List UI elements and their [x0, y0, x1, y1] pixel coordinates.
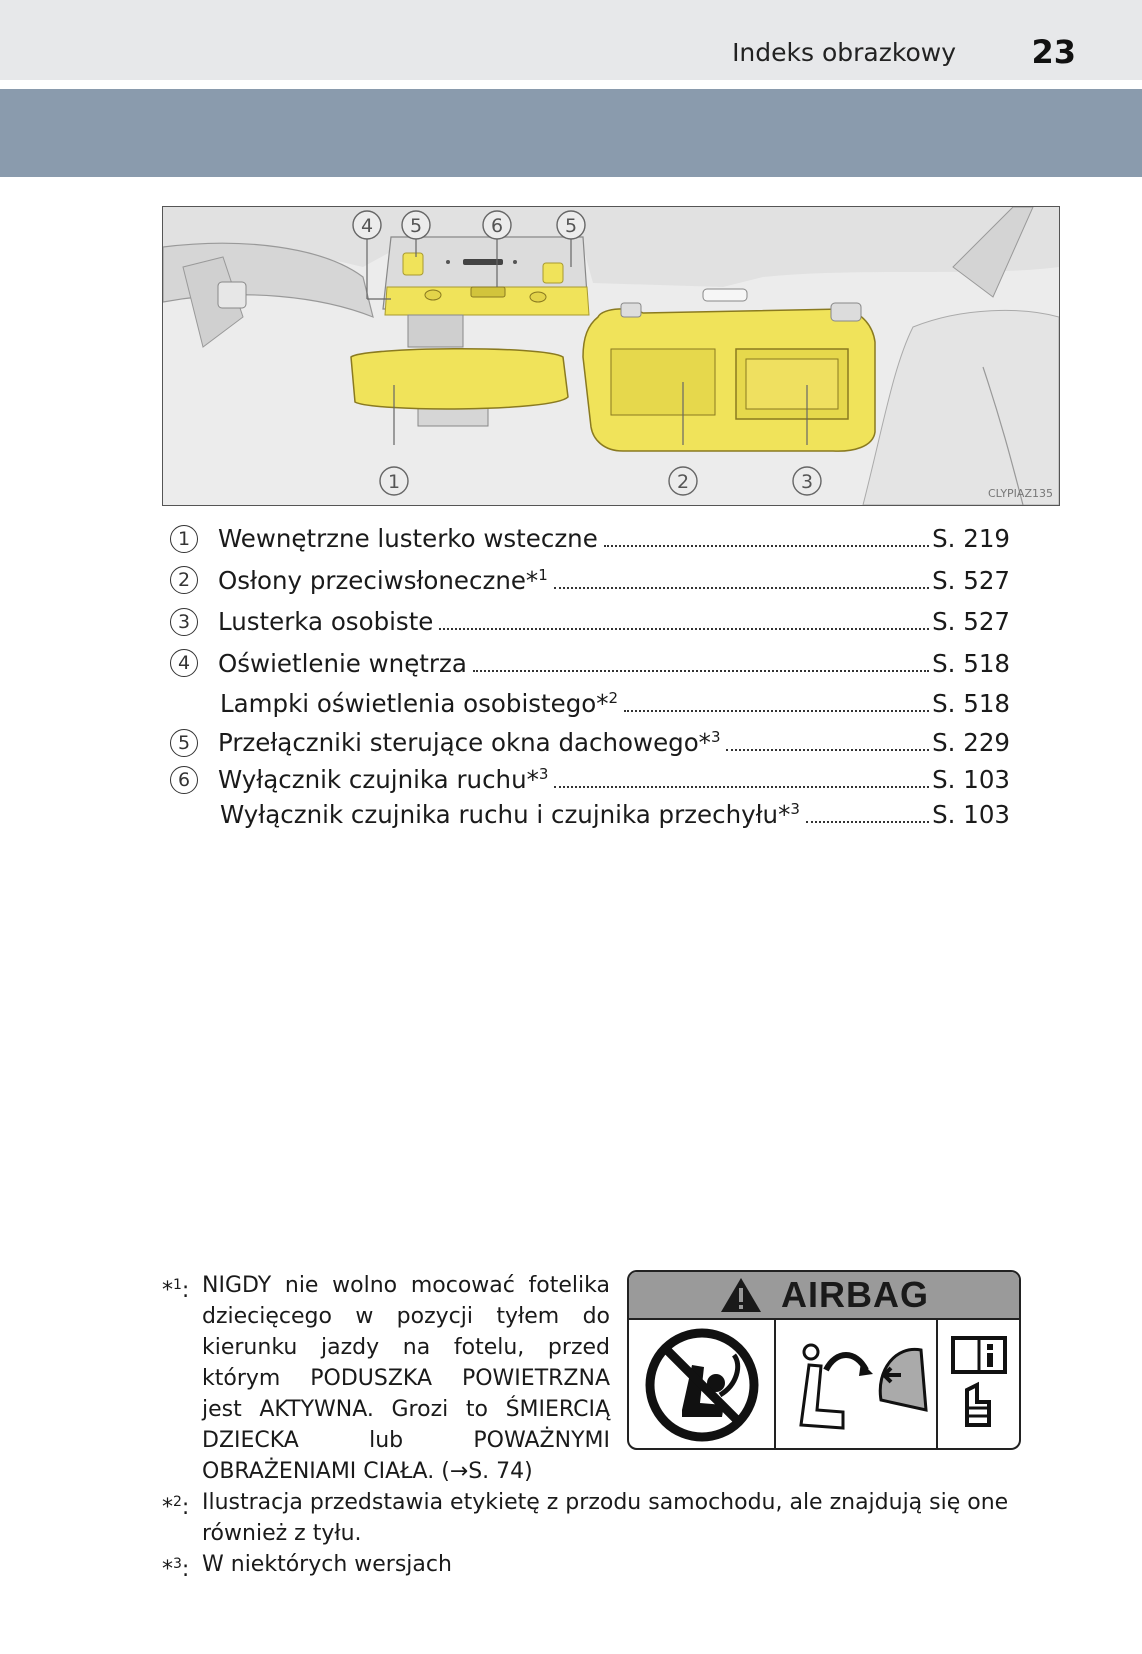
page-number: 23	[1031, 33, 1076, 71]
no-rear-facing-child-seat-icon	[642, 1325, 762, 1445]
read-manual-icon	[949, 1330, 1009, 1440]
entry-label: Wyłącznik czujnika ruchu*$^3$	[218, 765, 549, 794]
index-entry	[170, 601, 1010, 643]
leader-dots	[554, 587, 929, 589]
page-ref[interactable]: S. 103	[932, 765, 1010, 794]
interior-illustration	[162, 206, 1060, 506]
callout-label: 2	[676, 471, 690, 493]
page-ref[interactable]: S. 103	[932, 800, 1010, 829]
callout-label: 4	[360, 215, 374, 237]
page-ref[interactable]: S. 229	[932, 728, 1010, 758]
airbag-deploy-icon	[781, 1330, 931, 1440]
index-list	[170, 518, 1010, 834]
callout-label: 5	[564, 215, 578, 237]
leader-dots	[473, 670, 929, 672]
callout-label: 6	[490, 215, 504, 237]
footnote-text: NIGDY nie wolno mocować fotelika dziecięcego w pozycji tyłem do kierunku jazdy na fotelu, przed którym PODUSZKA POWIETRZNA jest AKTYWNA. Grozi to ŚMIERCIĄ DZIECKA lub POWAŻNYMI OBRAŻENIAMI CIAŁA. (→S. 74)	[202, 1273, 610, 1484]
index-entry	[170, 722, 1010, 764]
entry-label: Lampki oświetlenia osobistego*$^2$	[220, 688, 619, 718]
section-title: Indeks obrazkowy	[732, 38, 956, 67]
page-ref[interactable]: S. 518	[932, 648, 1010, 678]
entry-label: Oświetlenie wnętrza	[218, 648, 467, 678]
page-ref[interactable]: S. 518	[932, 688, 1010, 718]
index-entry	[170, 518, 1010, 560]
leader-dots	[624, 710, 929, 712]
leader-dots	[439, 628, 929, 630]
footnote-text: W niektórych wersjach	[202, 1552, 452, 1577]
entry-label: Wewnętrzne lusterko wsteczne	[218, 524, 598, 554]
item-number: 3	[170, 608, 198, 636]
leader-dots	[554, 786, 929, 788]
leader-dots	[604, 545, 929, 547]
item-number: 1	[170, 525, 198, 553]
airbag-title: AIRBAG	[781, 1274, 929, 1315]
airbag-warning-label	[627, 1270, 1021, 1450]
page-ref[interactable]: S. 219	[932, 524, 1010, 554]
page-ref[interactable]: S. 527	[932, 565, 1010, 595]
callout-label: 3	[800, 471, 814, 493]
item-number: 5	[170, 729, 198, 757]
item-number: 6	[170, 766, 198, 794]
callout-label: 5	[409, 215, 423, 237]
leader-dots	[806, 821, 929, 823]
header-band	[0, 89, 1142, 177]
page-ref[interactable]: S. 527	[932, 607, 1010, 637]
index-subentry	[170, 796, 1010, 834]
index-entry	[170, 764, 1010, 796]
warning-triangle-icon	[719, 1276, 763, 1314]
index-subentry	[170, 684, 1010, 722]
entry-label: Wyłącznik czujnika ruchu i czujnika przechyłu*$^3$	[220, 800, 800, 829]
footnote-text: Ilustracja przedstawia etykietę z przodu samochodu, ale znajdują się one również z tyłu.	[202, 1490, 1009, 1546]
entry-label: Przełączniki sterujące okna dachowego*$^3$	[218, 728, 721, 758]
item-number: 2	[170, 566, 198, 594]
footnote-1: *$^1$: NIGDY nie wolno mocować fotelika dziecięcego w pozycji tyłem do kierunku jazdy na fotelu, przed którym PODUSZKA POWIETRZNA jest AKTYWNA. Grozi to ŚMIERCIĄ DZIECKA lub POWAŻNYMI OBRAŻENIAMI CIAŁA. (→S. 74)	[162, 1270, 610, 1487]
index-entry	[170, 560, 1010, 602]
image-code: CLYPIAZ135	[987, 487, 1053, 500]
callout-label: 1	[387, 471, 401, 493]
leader-dots	[726, 749, 929, 751]
item-number: 4	[170, 649, 198, 677]
page-header-bar	[0, 0, 1142, 80]
entry-label: Osłony przeciwsłoneczne*$^1$	[218, 565, 548, 595]
footnote-2: *$^2$: Ilustracja przedstawia etykietę z przodu samochodu, ale znajdują się one również z tyłu.	[162, 1487, 1062, 1549]
entry-label: Lusterka osobiste	[218, 607, 434, 637]
footnote-3: *$^3$: W niektórych wersjach	[162, 1549, 1062, 1580]
index-entry	[170, 643, 1010, 685]
